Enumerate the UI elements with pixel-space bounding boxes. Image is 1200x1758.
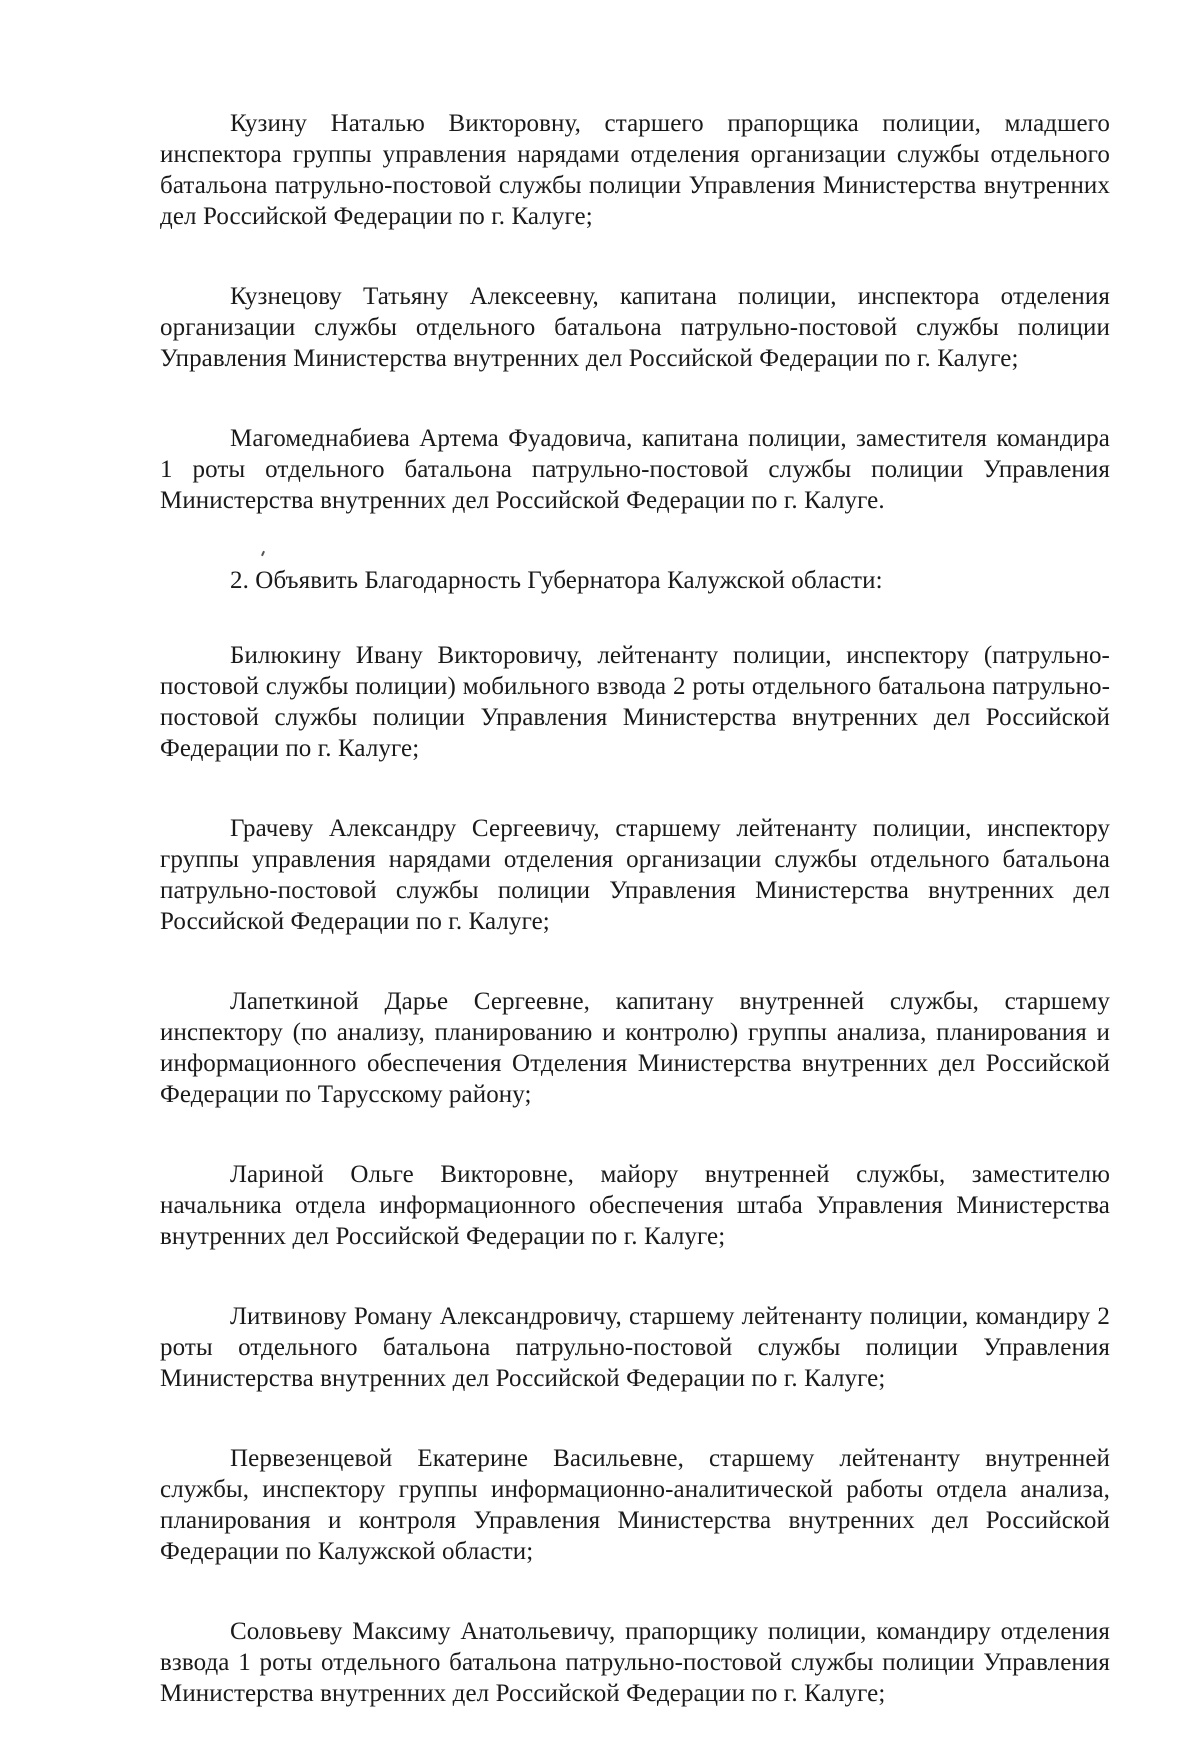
paragraph-solovyov: Соловьеву Максиму Анатольевичу, прапорщику полиции, командиру отделения взвода 1 роты отдельного батальона патрульно-постовой службы полиции Управления Министерства внутренних дел Российской Федерации по г. Калуге; — [160, 1618, 1110, 1707]
paragraph-litvinov: Литвинову Роману Александровичу, старшему лейтенанту полиции, командиру 2 роты отдельного батальона патрульно-постовой службы полиции Управления Министерства внутренних дел Российской Федерации по г. Калуге; — [160, 1303, 1110, 1392]
paragraph-lapetkina: Лапеткиной Дарье Сергеевне, капитану внутренней службы, старшему инспектору (по анализу, планированию и контролю) группы анализа, планирования и информационного обеспечения Отделения Министерства внутренних дел Российской Федерации по Тарусскому району; — [160, 988, 1110, 1108]
paragraph-larina: Лариной Ольге Викторовне, майору внутренней службы, заместителю начальника отдела информационного обеспечения штаба Управления Министерства внутренних дел Российской Федерации по г. Калуге; — [160, 1161, 1110, 1250]
section-heading-gratitude: 2. Объявить Благодарность Губернатора Калужской области: — [230, 567, 883, 594]
paragraph-pervezentseva: Первезенцевой Екатерине Васильевне, старшему лейтенанту внутренней службы, инспектору группы информационно-аналитической работы отдела анализа, планирования и контроля Управления Министерства внутренних дел Российской Федерации по Калужской области; — [160, 1445, 1110, 1565]
paragraph-kuzina: Кузину Наталью Викторовну, старшего прапорщика полиции, младшего инспектора группы управления нарядами отделения организации службы отдельного батальона патрульно-постовой службы полиции Управления Министерства внутренних дел Российской Федерации по г. Калуге; — [160, 110, 1110, 230]
paragraph-kuznetsova: Кузнецову Татьяну Алексеевну, капитана полиции, инспектора отделения организации службы отдельного батальона патрульно-постовой службы полиции Управления Министерства внутренних дел Российской Федерации по г. Калуге; — [160, 283, 1110, 372]
document-page — [160, 108, 1110, 1758]
paragraph-magomednabiev: Магомеднабиева Артема Фуадовича, капитана полиции, заместителя командира 1 роты отдельного батальона патрульно-постовой службы полиции Управления Министерства внутренних дел Российской Федерации по г. Калуге. — [160, 425, 1110, 514]
paragraph-grachev: Грачеву Александру Сергеевичу, старшему лейтенанту полиции, инспектору группы управления нарядами отделения организации службы отдельного батальона патрульно-постовой службы полиции Управления Министерства внутренних дел Российской Федерации по г. Калуге; — [160, 815, 1110, 935]
paragraph-bilyukin: Билюкину Ивану Викторовичу, лейтенанту полиции, инспектору (патрульно-постовой службы полиции) мобильного взвода 2 роты отдельного батальона патрульно-постовой службы полиции Управления Министерства внутренних дел Российской Федерации по г. Калуге; — [160, 642, 1110, 762]
